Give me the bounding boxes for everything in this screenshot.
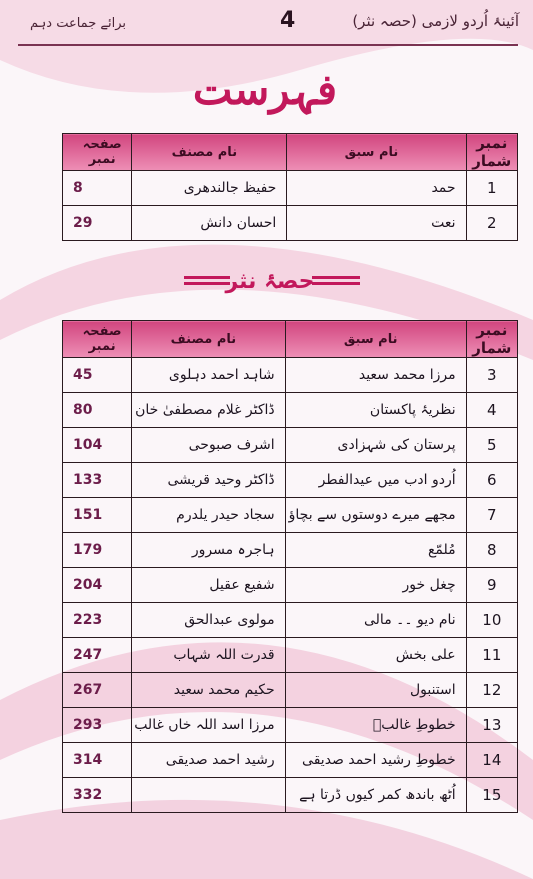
lesson-name: مرزا محمد سعید [285, 358, 466, 393]
page-ref: 179 [63, 533, 132, 568]
row-number: 15 [466, 778, 517, 813]
page-ref: 104 [63, 428, 132, 463]
author-name: قدرت اللہ شہاب [132, 638, 285, 673]
table-row [63, 171, 518, 206]
row-number: 14 [466, 743, 517, 778]
page-ref: 293 [63, 708, 132, 743]
page-ref: 267 [63, 673, 132, 708]
page-ref: 314 [63, 743, 132, 778]
header-serial: نمبر شمار [466, 321, 517, 358]
page-ref: 151 [63, 498, 132, 533]
author-name: اشرف صبوحی [132, 428, 285, 463]
author-name [132, 778, 285, 813]
table-row [63, 673, 518, 708]
lesson-name: استنبول [285, 673, 466, 708]
lesson-name: مجھے میرے دوستوں سے بچاؤ [285, 498, 466, 533]
row-number: 9 [466, 568, 517, 603]
poetry-table [62, 133, 518, 241]
row-number: 7 [466, 498, 517, 533]
header-author: نام مصنف [132, 134, 287, 171]
table-row [63, 603, 518, 638]
table-header-row [63, 134, 518, 171]
lesson-name: اُٹھ باندھ کمر کیوں ڈرتا ہے [285, 778, 466, 813]
page-number: 4 [280, 8, 296, 33]
table-row [63, 568, 518, 603]
author-name: شفیع عقیل [132, 568, 285, 603]
table-row [63, 638, 518, 673]
author-name: مولوی عبدالحق [132, 603, 285, 638]
table-row [63, 428, 518, 463]
lesson-name: پرستان کی شہزادی [285, 428, 466, 463]
table-header-row [63, 321, 518, 358]
row-number: 12 [466, 673, 517, 708]
author-name: احسان دانش [132, 206, 287, 241]
header-serial: نمبر شمار [466, 134, 517, 171]
row-number: 5 [466, 428, 517, 463]
header-rule [18, 44, 518, 46]
author-name: ہاجرہ مسرور [132, 533, 285, 568]
table-row [63, 708, 518, 743]
class-label: برائے جماعت دہم [30, 16, 126, 31]
author-name: ڈاکٹر وحید قریشی [132, 463, 285, 498]
row-number: 2 [466, 206, 517, 241]
table-row [63, 778, 518, 813]
header-page: صفحہ نمبر [63, 321, 132, 358]
row-number: 10 [466, 603, 517, 638]
page-ref: 247 [63, 638, 132, 673]
author-name: حکیم محمد سعید [132, 673, 285, 708]
page-ref: 29 [63, 206, 132, 241]
page-ref: 332 [63, 778, 132, 813]
lesson-name: حمد [287, 171, 466, 206]
lesson-name: خطوطِ رشید احمد صدیقی [285, 743, 466, 778]
row-number: 13 [466, 708, 517, 743]
row-number: 3 [466, 358, 517, 393]
table-row [63, 533, 518, 568]
lesson-name: نعت [287, 206, 466, 241]
table-row [63, 498, 518, 533]
lesson-name: نام دیو ۔۔ مالی [285, 603, 466, 638]
table-row [63, 206, 518, 241]
page-ref: 223 [63, 603, 132, 638]
lesson-name: علی بخش [285, 638, 466, 673]
table-row [63, 358, 518, 393]
page-title: فہرست [192, 65, 338, 114]
lesson-name: مُلمّع [285, 533, 466, 568]
header-lesson: نام سبق [285, 321, 466, 358]
author-name: مرزا اسد اللہ خاں غالب [132, 708, 285, 743]
row-number: 11 [466, 638, 517, 673]
author-name: ڈاکٹر غلام مصطفیٰ خان [132, 393, 285, 428]
row-number: 8 [466, 533, 517, 568]
page-ref: 80 [63, 393, 132, 428]
book-title: آئینۂ اُردو لازمی (حصہ نثر) [352, 12, 519, 30]
header-lesson: نام سبق [287, 134, 466, 171]
page-ref: 8 [63, 171, 132, 206]
author-name: سجاد حیدر یلدرم [132, 498, 285, 533]
section-title: حصۂ نثر [225, 269, 315, 294]
author-name: حفیظ جالندھری [132, 171, 287, 206]
lesson-name: چغل خور [285, 568, 466, 603]
header-page: صفحہ نمبر [63, 134, 132, 171]
page-ref: 45 [63, 358, 132, 393]
table-row [63, 463, 518, 498]
row-number: 6 [466, 463, 517, 498]
page-header [0, 0, 533, 46]
lesson-name: خطوطِ غالبؔ [285, 708, 466, 743]
table-row [63, 393, 518, 428]
row-number: 4 [466, 393, 517, 428]
page-ref: 133 [63, 463, 132, 498]
author-name: شاہد احمد دہلوی [132, 358, 285, 393]
row-number: 1 [466, 171, 517, 206]
lesson-name: نظریۂ پاکستان [285, 393, 466, 428]
author-name: رشید احمد صدیقی [132, 743, 285, 778]
page-ref: 204 [63, 568, 132, 603]
prose-table [62, 320, 518, 813]
table-row [63, 743, 518, 778]
lesson-name: اُردو ادب میں عیدالفطر [285, 463, 466, 498]
header-author: نام مصنف [132, 321, 285, 358]
